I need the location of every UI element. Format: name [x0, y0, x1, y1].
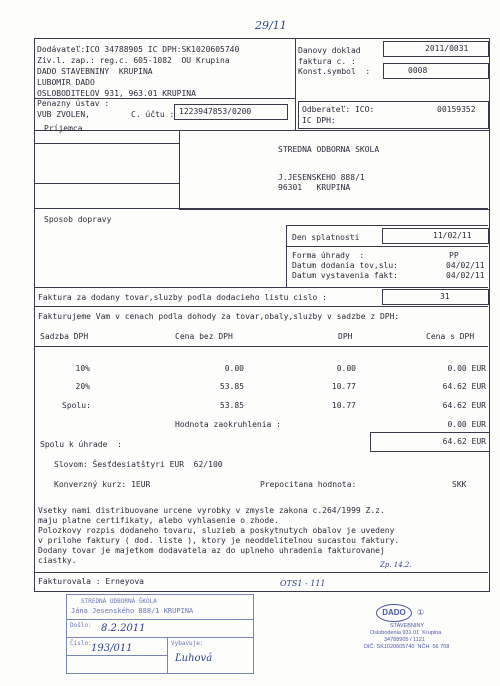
row-base: 0.00	[224, 364, 244, 373]
doc-label2: faktura c. :	[298, 57, 356, 66]
payment-form: PP	[449, 251, 459, 260]
const-symbol: 0008	[408, 66, 428, 75]
row-rate: Spolu:	[62, 401, 91, 410]
header-divider	[295, 38, 296, 130]
rule	[34, 208, 488, 209]
rule	[34, 346, 488, 347]
rule	[34, 572, 488, 573]
supplier-address: OSLOBODITELOV 931, 963.01 KRUPINA	[37, 89, 196, 98]
doc-label3: Konst.symbol :	[298, 67, 371, 76]
issue-date-label: Datum vystavenia fakt:	[292, 271, 398, 280]
dado-line3: 34788905 / 1121	[384, 637, 425, 643]
dado-line4: DIČ: SK1020605740 NČH 56 708	[364, 644, 450, 650]
stamp-received-label: Došlo:	[70, 622, 92, 629]
note-line: Vsetky nami distribuovane urcene vyrobky v zmysle zakona c.264/1999 Z.z.	[38, 506, 385, 515]
dado-line1: STAVEBNINY	[390, 623, 425, 629]
dado-stamp	[362, 604, 482, 654]
delivery-date: 04/02/11	[446, 261, 485, 270]
note-line: ciastky.	[38, 556, 77, 565]
dado-logo: DADO	[376, 604, 412, 622]
account-label: C. účtu :	[131, 110, 175, 119]
rule	[286, 225, 488, 226]
registered-mark-icon: ①	[417, 608, 425, 617]
intro-text: Fakturujeme Vam v cenach podla dohody za tovar,obaly,sluzby v sadzbe z DPH:	[38, 312, 400, 321]
col-rate-header: Sadzba DPH	[40, 332, 89, 341]
rule	[34, 143, 179, 144]
stamp-number: 193/011	[91, 643, 133, 654]
row-rate: 10%	[75, 364, 90, 373]
issuer: Fakturovala : Erneyova	[38, 577, 144, 586]
handwritten-page-mark: 29/11	[255, 19, 287, 32]
issue-date: 04/02/11	[446, 271, 485, 280]
note-line: Polozkovy rozpis dodaneho tovaru, sluzieb a poskytnutych obalov je uvedeny	[38, 526, 395, 535]
row-vat: 10.77	[331, 401, 356, 410]
note-line: maju platne certifikaty, alebo vyhlasenie o zhode.	[38, 516, 279, 525]
stamp-school-line1: STREDNÁ ODBORNÁ ŠKOLA	[81, 598, 157, 605]
prijemca-label: Príjemca	[44, 124, 83, 133]
note-line: Dodany tovar je majetkom dodavatela az do uplneho uhradenia fakturovanej	[38, 546, 385, 555]
note-line: v prilohe faktury ( dod. liste ), ktory je neoddelitelnou sucastou faktury.	[38, 536, 400, 545]
payment-form-label: Forma úhrady :	[292, 251, 365, 260]
const-symbol-box	[383, 63, 489, 79]
handwritten-signature: OTS1 - 111	[280, 579, 326, 588]
row-total: 64.62 EUR	[442, 382, 486, 391]
to-pay-label: Spolu k úhrade :	[40, 440, 122, 449]
address-city: 96301 KRUPINA	[278, 183, 351, 192]
stamp-number-label: Číslo:	[70, 640, 92, 647]
row-base: 53.85	[219, 382, 244, 391]
rounding-label: Hodnota zaokruhlenia :	[175, 420, 281, 429]
row-vat: 10.77	[331, 382, 356, 391]
buyer-ico-label: Odberateľ: ICO:	[302, 105, 375, 114]
address-name: STREDNA ODBORNA SKOLA	[278, 145, 380, 154]
rule	[34, 183, 179, 184]
row-base: 53.85	[219, 401, 244, 410]
stamp-handled-label: Vybavuje:	[171, 640, 204, 647]
supplier-line2: Ziv.l. zap.: reg.c. 605-1082 OU Krupina	[37, 56, 230, 65]
buyer-ico: 00159352	[437, 105, 476, 114]
row-total: 64.62 EUR	[442, 401, 486, 410]
address-box	[179, 130, 490, 210]
bank-name: VUB ZVOLEN,	[37, 110, 90, 119]
col-vat-header: DPH	[338, 332, 353, 341]
account-number: 1223947853/0200	[179, 107, 252, 116]
recalc-label: Prepocitana hodnota:	[260, 480, 357, 489]
stamp-school-line2: Jána Jesenského 888/1 KRUPINA	[71, 607, 194, 615]
rule	[286, 246, 488, 247]
delivery-note-number: 31	[440, 292, 450, 301]
amount-in-words: Slovom: Šesťdesiatštyri EUR 62/100	[54, 460, 223, 469]
due-value: 11/02/11	[433, 231, 472, 240]
col-base-header: Cena bez DPH	[175, 332, 233, 341]
transport-label: Sposob dopravy	[44, 215, 112, 224]
receipt-stamp	[66, 594, 254, 674]
invoice-number: 2011/0031	[425, 44, 469, 53]
row-total: 0.00 EUR	[447, 364, 486, 373]
dado-line2: Oslobodenia 931 01 Krupina	[370, 630, 442, 636]
doc-label1: Danovy doklad	[298, 46, 361, 55]
stamp-received-date: 8.2.2011	[101, 623, 146, 634]
recalc-currency: SKK	[452, 480, 467, 489]
supplier-owner: LUBOMIR DADO	[37, 78, 95, 87]
row-vat: 0.00	[336, 364, 356, 373]
conversion-label: Konverzný kurz: 1EUR	[54, 480, 151, 489]
bank-label: Penazny ústav :	[37, 99, 110, 108]
row-rate: 20%	[75, 382, 90, 391]
to-pay-value: 64.62 EUR	[442, 437, 486, 446]
delivery-note-box	[382, 289, 489, 305]
due-label: Den splatnosti	[292, 233, 360, 242]
rule	[34, 287, 488, 288]
supplier-line1: Dodávateľ:ICO 34788905 IC DPH:SK1020605740	[37, 45, 240, 54]
delivery-note-label: Faktura za dodany tovar,sluzby podla dodacieho listu cislo :	[38, 293, 327, 302]
supplier-name: DADO STAVEBNINY KRUPINA	[37, 67, 153, 76]
address-street: J.JESENSKEHO 888/1	[278, 173, 365, 182]
buyer-icdph-label: IC DPH:	[302, 116, 336, 125]
rule	[34, 306, 488, 307]
stamp-signature: Ľuhová	[175, 653, 213, 664]
handwritten-note: Zp. 14.2.	[380, 561, 412, 569]
col-total-header: Cena s DPH	[426, 332, 475, 341]
divider	[286, 225, 287, 287]
rounding-value: 0.00 EUR	[447, 420, 486, 429]
rule	[34, 98, 296, 99]
delivery-date-label: Datum dodania tov,slu:	[292, 261, 398, 270]
